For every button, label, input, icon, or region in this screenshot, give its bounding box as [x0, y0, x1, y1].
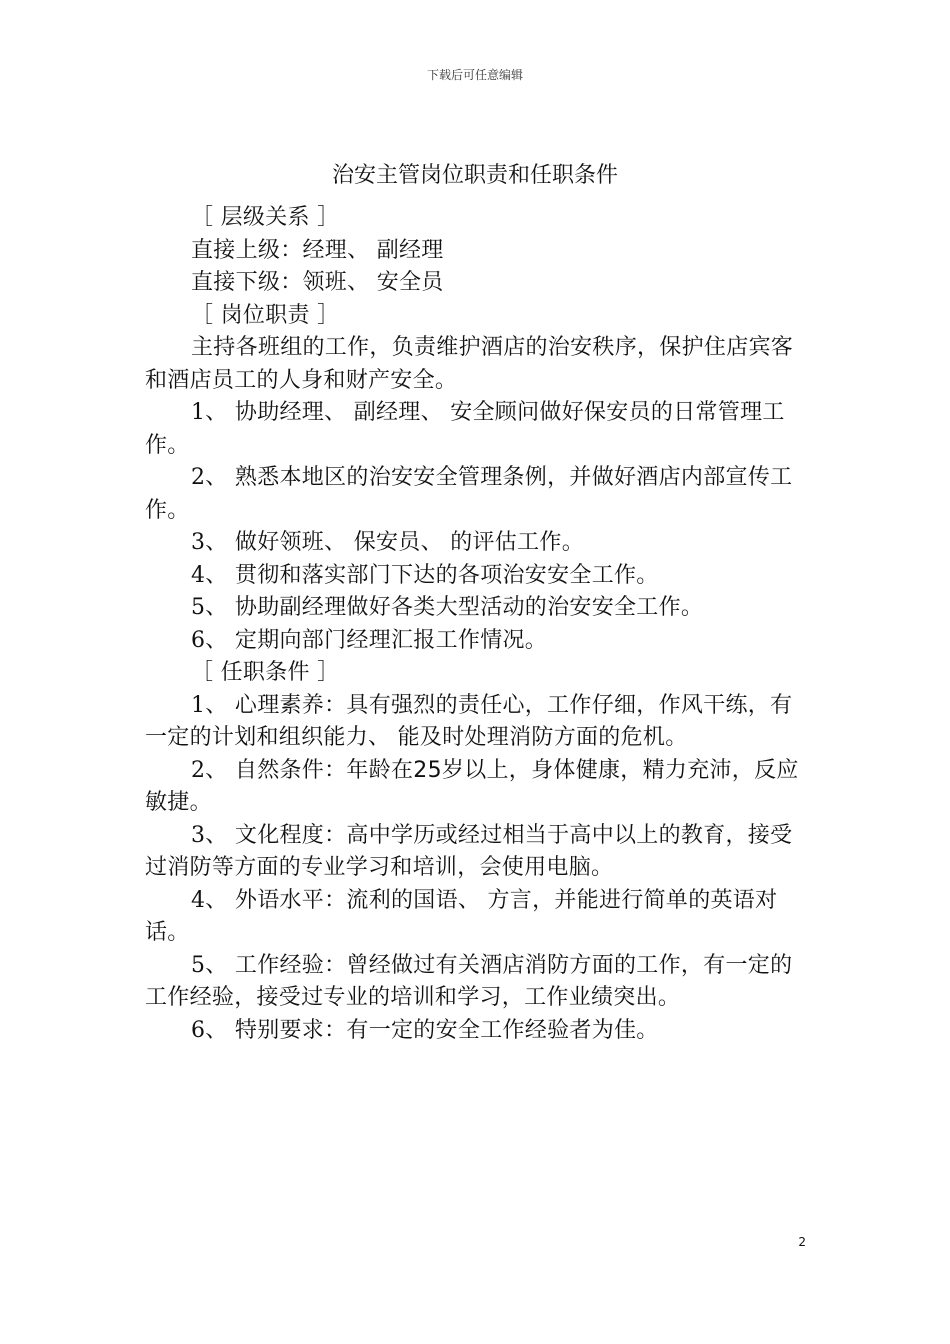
duty-item: [145, 397, 805, 462]
duty-number: 3、: [191, 530, 228, 555]
requirement-text: 工作经验：曾经做过有关酒店消防方面的工作，有一定的工作经验，接受过专业的培训和学习，工作业绩突出。: [145, 952, 793, 1010]
duty-text: 熟悉本地区的治安安全管理条例，并做好酒店内部宣传工作。: [145, 465, 793, 523]
requirement-text: 外语水平：流利的国语、 方言，并能进行简单的英语对话。: [145, 887, 778, 945]
duty-item: [145, 527, 805, 560]
duty-item: [145, 625, 805, 658]
duty-text: 协助副经理做好各类大型活动的治安安全工作。: [234, 595, 704, 620]
requirement-item: [145, 1015, 805, 1048]
duty-text: 做好领班、 保安员、 的评估工作。: [234, 530, 584, 555]
duties-intro: 主持各班组的工作，负责维护酒店的治安秩序，保护住店宾客和酒店员工的人身和财产安全。: [145, 335, 794, 393]
requirement-text: 文化程度：高中学历或经过相当于高中以上的教育，接受过消防等方面的专业学习和培训，会使用电脑。: [145, 822, 793, 880]
requirement-text: 自然条件：年龄在25岁以上，身体健康，精力充沛，反应敏捷。: [145, 757, 799, 815]
direct-subordinate-line: 直接下级：领班、 安全员: [191, 270, 444, 295]
duty-text: 定期向部门经理汇报工作情况。: [234, 627, 548, 653]
duty-number: 1、: [191, 400, 228, 425]
duty-number: 5、: [191, 595, 228, 620]
requirement-text: 特别要求：有一定的安全工作经验者为佳。: [234, 1017, 659, 1043]
duty-text: 协助经理、 副经理、 安全顾问做好保安员的日常管理工作。: [145, 400, 785, 458]
requirement-number: 5、: [191, 952, 228, 978]
page-title: 治安主管岗位职责和任职条件: [331, 163, 618, 188]
duty-item: [145, 560, 805, 593]
duty-number: 2、: [191, 465, 228, 490]
header-note: 下载后可任意编辑: [426, 68, 523, 82]
duty-item: [145, 592, 805, 625]
duty-number: 4、: [191, 562, 228, 588]
requirement-item: [145, 950, 805, 1015]
requirement-number: 3、: [191, 822, 228, 848]
requirement-item: [145, 690, 805, 755]
section-heading-requirements: ［ 任职条件 ］: [191, 660, 340, 685]
requirement-number: 6、: [191, 1017, 228, 1043]
requirement-item: [145, 755, 805, 820]
requirement-item: [145, 885, 805, 950]
direct-superior-line: 直接上级：经理、 副经理: [191, 237, 444, 263]
duty-item: [145, 462, 805, 527]
requirement-number: 2、: [191, 757, 228, 783]
requirement-number: 4、: [191, 887, 228, 913]
section-heading-hierarchy: ［ 层级关系 ］: [191, 205, 340, 230]
section-heading-duties: ［ 岗位职责 ］: [191, 302, 340, 328]
duty-number: 6、: [191, 627, 228, 653]
page-number: 2: [798, 1235, 806, 1249]
requirement-text: 心理素养：具有强烈的责任心，工作仔细，作风干练，有一定的计划和组织能力、 能及时处理消防方面的危机。: [145, 692, 793, 750]
requirement-number: 1、: [191, 692, 228, 718]
document-body: [145, 202, 805, 1047]
duty-text: 贯彻和落实部门下达的各项治安安全工作。: [234, 562, 659, 588]
requirement-item: [145, 820, 805, 885]
